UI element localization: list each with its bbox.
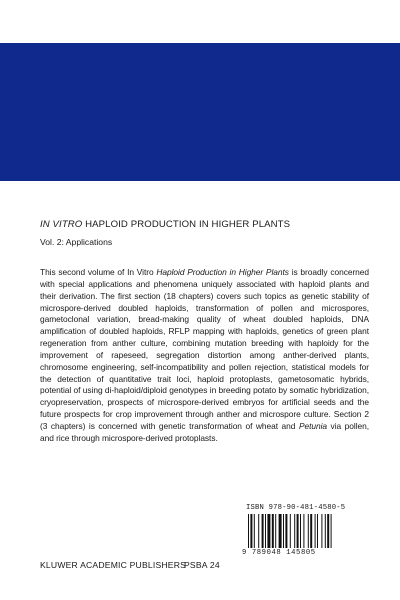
barcode-bar [258, 514, 259, 548]
book-title [40, 219, 370, 230]
barcode-bar [294, 514, 295, 548]
barcode-bar [297, 514, 299, 548]
barcode-bar [325, 514, 326, 548]
description-paragraph [40, 267, 369, 445]
barcode-digits: 9 789048 145805 [242, 549, 316, 557]
book-title-italic: IN VITRO [40, 219, 83, 230]
barcode-bar [283, 514, 284, 548]
barcode-bar [315, 514, 316, 548]
publisher-name: KLUWER ACADEMIC PUBLISHERS [40, 560, 187, 570]
barcode-bar [310, 514, 312, 548]
barcode-bar [272, 514, 274, 548]
barcode-bar [327, 514, 329, 548]
description-part-1: This second volume of In Vitro [40, 267, 157, 277]
isbn-text: ISBN 978-90-481-4580-5 [246, 504, 346, 512]
barcode-bar [321, 514, 322, 548]
volume-subtitle: Vol. 2: Applications [40, 237, 113, 247]
barcode-bar [254, 514, 255, 548]
barcode-bar [279, 514, 282, 548]
barcode-bar [248, 514, 249, 548]
barcode-bar [250, 514, 252, 548]
description-italic-petunia: Petunia [298, 420, 327, 431]
barcode-bar [300, 514, 301, 548]
barcode-bar [317, 514, 318, 548]
barcode-bar [275, 514, 276, 548]
barcode-bar [262, 514, 264, 548]
series-code: PSBA 24 [184, 560, 220, 570]
book-title-rest: HAPLOID PRODUCTION IN HIGHER PLANTS [82, 219, 291, 230]
description-italic-title: Haploid Production in Higher Plants [156, 267, 289, 277]
barcode-bar [290, 514, 291, 548]
description-part-2: is broadly concerned with special applications and phenomena uniquely associated with haploid plants and their derivation. The first section (18 chapters) covers such topics as genetic stability of microspore-derived doubled haploids, transformation of pollen and microspores, gametoclonal variation, bread-making quality of wheat doubled haploids, DNA amplification of doubled haploids, RFLP mapping with haploids, genetics of green plant regeneration from anther culture, combining mutation breeding with haploidy for the improvement of rapeseed, segregation distortion among anther-derived plants, chromosome engineering, self-incompatibility and pollen rejection, statistical models for the detection of quantitative trait loci, haploid protoplasts, gametosomatic hybrids, potential of using di-haploid/diploid genotypes in breeding potato by somatic hybridization, cryopreservation, prospects of microspore-derived embryos for artificial seeds and the future prospects for crop improvement through anther and microspore culture. Section 2 (3 chapters) is concerned with genetic transformation of wheat and [40, 267, 370, 431]
barcode-bar [303, 514, 304, 548]
barcode-image [246, 514, 374, 548]
barcode-bar [285, 514, 287, 548]
barcode-bar [331, 514, 332, 548]
cover-color-band [0, 43, 400, 181]
barcode-bar [265, 514, 266, 548]
barcode-bar [308, 514, 309, 548]
description-part-3: via pollen, and rice through microspore-derived protoplasts. [40, 420, 369, 443]
barcode-bar [267, 514, 270, 548]
